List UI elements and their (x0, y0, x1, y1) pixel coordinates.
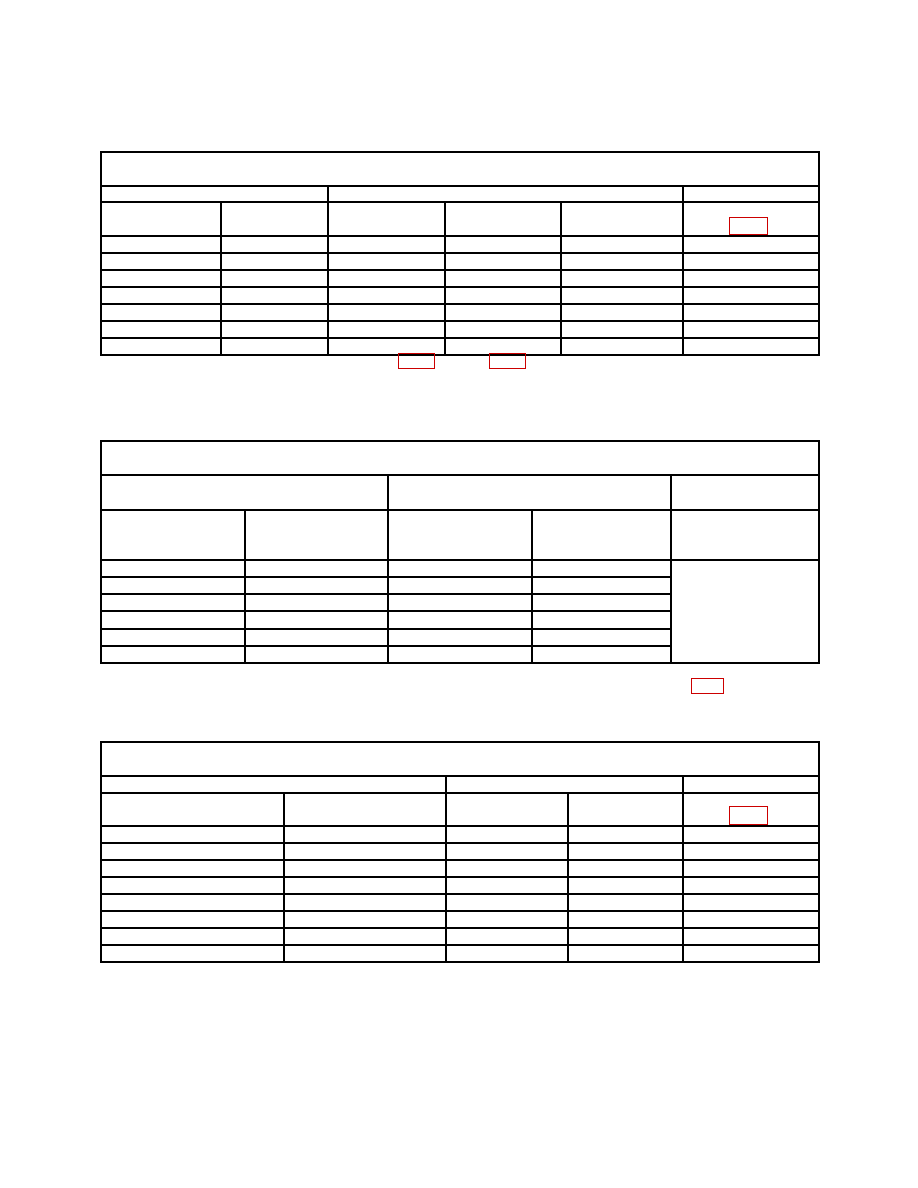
table-cell (683, 236, 819, 253)
merged-cell (671, 560, 819, 663)
column-header (245, 510, 388, 560)
table-cell (446, 877, 568, 894)
table-cell (683, 928, 819, 945)
table-cell (532, 629, 671, 646)
table-cell (532, 646, 671, 663)
table-cell (532, 594, 671, 611)
header-group (683, 186, 819, 202)
table-cell (101, 945, 284, 962)
table-cell (221, 338, 328, 355)
table-cell (683, 911, 819, 928)
table-cell (568, 928, 683, 945)
table-cell (284, 860, 446, 877)
table-cell (221, 321, 328, 338)
table-cell (568, 860, 683, 877)
table-cell (101, 236, 221, 253)
table-row (101, 338, 819, 355)
table-cell (388, 577, 532, 594)
table-row (101, 287, 819, 304)
table-2 (100, 440, 820, 664)
table-title (101, 152, 819, 186)
table-cell (284, 945, 446, 962)
header-group (671, 475, 819, 509)
column-header (101, 510, 245, 560)
table-cell (245, 611, 388, 628)
table-cell (101, 594, 245, 611)
column-header (388, 510, 532, 560)
table-row (101, 860, 819, 877)
table-cell (683, 270, 819, 287)
column-header (284, 793, 446, 826)
table-row (101, 236, 819, 253)
table-cell (101, 843, 284, 860)
table-cell (388, 646, 532, 663)
table-row (101, 945, 819, 962)
table-cell (245, 577, 388, 594)
table-cell (101, 894, 284, 911)
header-group (101, 475, 388, 509)
table-cell (245, 594, 388, 611)
table-row (101, 843, 819, 860)
table-cell (101, 877, 284, 894)
table-cell (388, 594, 532, 611)
table-cell (328, 304, 445, 321)
table-cell (101, 287, 221, 304)
table-cell (445, 321, 561, 338)
table-cell (561, 236, 683, 253)
table-cell (101, 629, 245, 646)
table-cell (245, 646, 388, 663)
table-cell (568, 945, 683, 962)
table-cell (221, 287, 328, 304)
table-cell (683, 321, 819, 338)
table-cell (446, 945, 568, 962)
table-cell (284, 928, 446, 945)
red-link-box[interactable] (691, 678, 724, 694)
table-cell (532, 577, 671, 594)
table-row (101, 894, 819, 911)
table-cell (245, 560, 388, 577)
table-cell (388, 611, 532, 628)
table-cell (561, 321, 683, 338)
table-cell (445, 287, 561, 304)
table-cell (683, 826, 819, 843)
table-cell (561, 253, 683, 270)
table-cell (446, 826, 568, 843)
table-cell (561, 304, 683, 321)
table-cell (221, 253, 328, 270)
table-cell (101, 577, 245, 594)
table-cell (284, 843, 446, 860)
table-cell (568, 843, 683, 860)
table-cell (101, 911, 284, 928)
header-group (328, 186, 683, 202)
table-cell (445, 253, 561, 270)
table-cell (284, 877, 446, 894)
header-group (101, 776, 446, 793)
table-cell (101, 611, 245, 628)
table-cell (445, 270, 561, 287)
header-group (101, 186, 328, 202)
table-cell (568, 894, 683, 911)
table-cell (101, 304, 221, 321)
table-cell (101, 646, 245, 663)
table-cell (101, 253, 221, 270)
table-title (101, 441, 819, 475)
red-link-box[interactable] (398, 353, 435, 369)
table-row (101, 253, 819, 270)
table-cell (683, 877, 819, 894)
header-group (683, 776, 819, 793)
table-cell (101, 270, 221, 287)
table-cell (101, 928, 284, 945)
table-cell (284, 826, 446, 843)
column-header (445, 202, 561, 236)
table-cell (683, 287, 819, 304)
column-header (328, 202, 445, 236)
column-header (221, 202, 328, 236)
table-3 (100, 741, 820, 963)
table-cell (101, 560, 245, 577)
table-cell (683, 894, 819, 911)
table-row (101, 270, 819, 287)
column-header (532, 510, 671, 560)
table-cell (328, 270, 445, 287)
table-row (101, 911, 819, 928)
table-cell (446, 860, 568, 877)
table-title (101, 742, 819, 776)
table-cell (328, 287, 445, 304)
red-link-box[interactable] (729, 217, 768, 235)
table-cell (101, 338, 221, 355)
table-cell (284, 894, 446, 911)
column-header (446, 793, 568, 826)
table-cell (388, 560, 532, 577)
column-header (101, 793, 284, 826)
table-cell (683, 860, 819, 877)
table-1 (100, 151, 820, 356)
table-row (101, 826, 819, 843)
table-row (101, 560, 819, 577)
table-cell (568, 826, 683, 843)
table-row (101, 304, 819, 321)
table-row (101, 877, 819, 894)
table-cell (446, 928, 568, 945)
table-cell (328, 253, 445, 270)
table-cell (101, 321, 221, 338)
column-header (568, 793, 683, 826)
table-cell (683, 253, 819, 270)
table-cell (445, 304, 561, 321)
table-cell (388, 629, 532, 646)
table-cell (683, 304, 819, 321)
table-cell (101, 826, 284, 843)
table-cell (446, 894, 568, 911)
table-row (101, 321, 819, 338)
table-cell (532, 611, 671, 628)
column-header (671, 510, 819, 560)
table-cell (532, 560, 671, 577)
table-cell (328, 236, 445, 253)
table-cell (683, 945, 819, 962)
table-cell (568, 877, 683, 894)
table-cell (568, 911, 683, 928)
table-cell (683, 338, 819, 355)
table-cell (221, 304, 328, 321)
table-cell (101, 860, 284, 877)
table-cell (284, 911, 446, 928)
table-cell (245, 629, 388, 646)
column-header (561, 202, 683, 236)
header-group (388, 475, 671, 509)
table-cell (221, 270, 328, 287)
red-link-box[interactable] (489, 353, 526, 369)
table-cell (446, 843, 568, 860)
table-cell (445, 236, 561, 253)
table-cell (561, 270, 683, 287)
header-group (446, 776, 683, 793)
table-cell (683, 843, 819, 860)
table-row (101, 928, 819, 945)
table-cell (561, 338, 683, 355)
table-cell (561, 287, 683, 304)
red-link-box[interactable] (729, 806, 768, 825)
table-cell (328, 321, 445, 338)
table-cell (446, 911, 568, 928)
column-header (101, 202, 221, 236)
table-cell (221, 236, 328, 253)
